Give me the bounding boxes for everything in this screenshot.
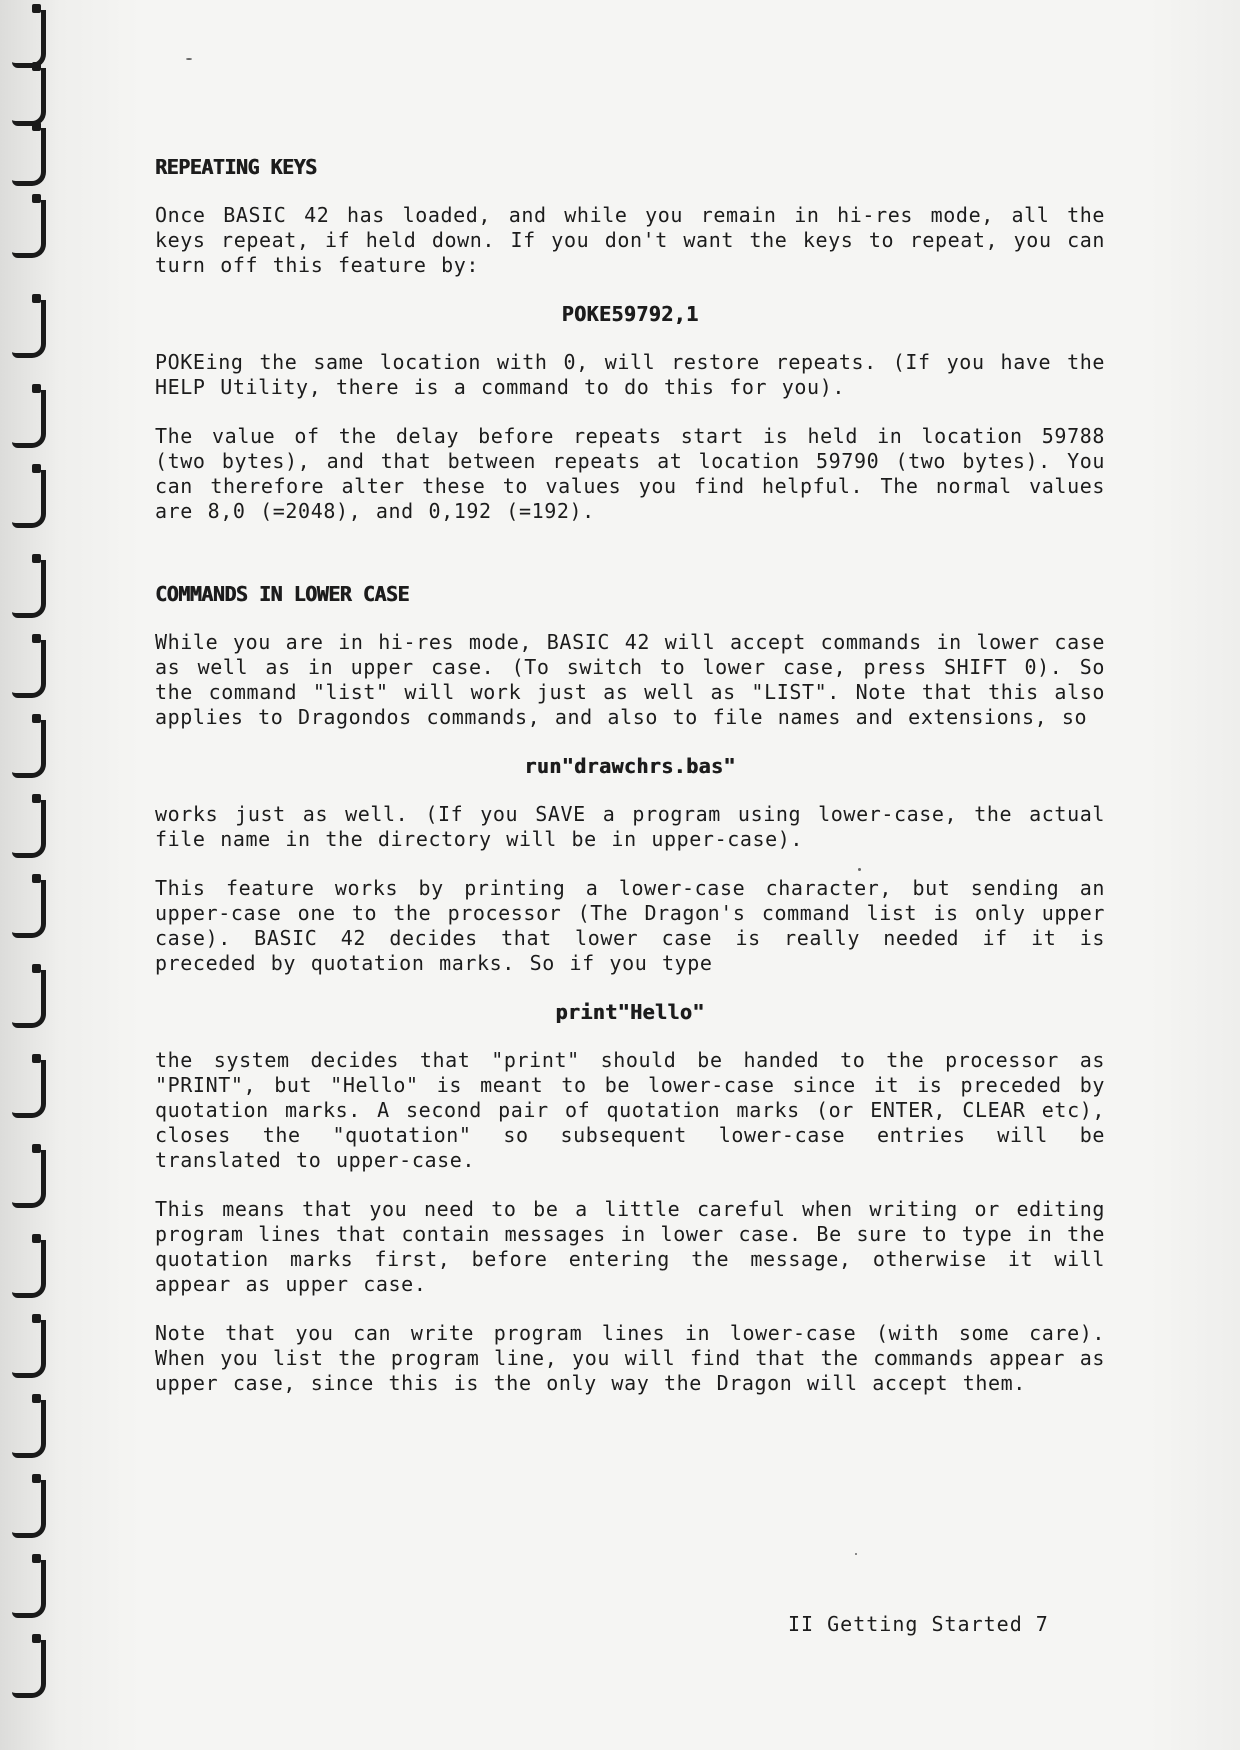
- paragraph: The value of the delay before repeats start is held in location 59788 (two bytes), and that between repeats at location 59790 (two bytes). You can therefore alter these to values you find helpful. The normal values are 8,0 (=2048), and 0,192 (=192).: [155, 424, 1105, 523]
- binding-ring: [12, 1150, 46, 1208]
- binding-ring: [12, 1240, 46, 1298]
- paragraph: While you are in hi-res mode, BASIC 42 will accept commands in lower case as well as in upper case. (To switch to lower case, press SHIFT 0). So the command "list" will work just as well as "LIST". Note that this also applies to Dragondos commands, and also to file names and extensions, so: [155, 630, 1105, 729]
- section-heading-commands-in-lower-case: COMMANDS IN LOWER CASE: [155, 582, 409, 606]
- binding-ring: [12, 10, 46, 68]
- scan-speck: [186, 58, 192, 60]
- binding-ring: [12, 300, 46, 358]
- command-example: print"Hello": [555, 1000, 705, 1024]
- scan-speck: [858, 868, 861, 871]
- binding-ring: [12, 640, 46, 698]
- binding-ring: [12, 560, 46, 618]
- scan-speck: [855, 1553, 857, 1555]
- binding-ring: [12, 800, 46, 858]
- paragraph: This means that you need to be a little careful when writing or editing program lines that contain messages in lower case. Be sure to type in the quotation marks first, before entering the message, otherwise it will appear as upper case.: [155, 1197, 1105, 1296]
- binding-ring: [12, 1480, 46, 1538]
- command-example: POKE59792,1: [561, 302, 699, 326]
- command-example: run"drawchrs.bas": [524, 754, 736, 778]
- paragraph: This feature works by printing a lower-case character, but sending an upper-case one to the processor (The Dragon's command list is only upper case). BASIC 42 decides that lower case is really needed if it is preceded by quotation marks. So if you type: [155, 876, 1105, 975]
- binding-ring: [12, 200, 46, 258]
- binding-ring: [12, 720, 46, 778]
- binding-ring: [12, 128, 46, 186]
- paragraph: works just as well. (If you SAVE a program using lower-case, the actual file name in the directory will be in upper-case).: [155, 802, 1105, 851]
- binding-ring: [12, 470, 46, 528]
- section-heading-repeating-keys: REPEATING KEYS: [155, 155, 317, 179]
- binding-ring: [12, 1320, 46, 1378]
- binding-ring: [12, 970, 46, 1028]
- binding-ring: [12, 1640, 46, 1698]
- binding-ring: [12, 68, 46, 126]
- binding-ring: [12, 1400, 46, 1458]
- document-body: [155, 155, 1105, 1420]
- paragraph: POKEing the same location with 0, will restore repeats. (If you have the HELP Utility, there is a command to do this for you).: [155, 350, 1105, 399]
- binding-ring: [12, 390, 46, 448]
- page-footer: II Getting Started 7: [788, 1612, 1049, 1636]
- paragraph: Note that you can write program lines in lower-case (with some care). When you list the program line, you will find that the commands appear as upper case, since this is the only way the Dragon will accept them.: [155, 1321, 1105, 1395]
- binding-ring: [12, 880, 46, 938]
- paragraph: the system decides that "print" should be handed to the processor as "PRINT", but "Hello" is meant to be lower-case since it is preceded by quotation marks. A second pair of quotation marks (or ENTER, CLEAR etc), closes the "quotation" so subsequent lower-case entries will be translated to upper-case.: [155, 1048, 1105, 1172]
- paragraph: Once BASIC 42 has loaded, and while you remain in hi-res mode, all the keys repeat, if held down. If you don't want the keys to repeat, you can turn off this feature by:: [155, 203, 1105, 277]
- spiral-binding: [0, 0, 62, 1750]
- binding-ring: [12, 1560, 46, 1618]
- binding-ring: [12, 1060, 46, 1118]
